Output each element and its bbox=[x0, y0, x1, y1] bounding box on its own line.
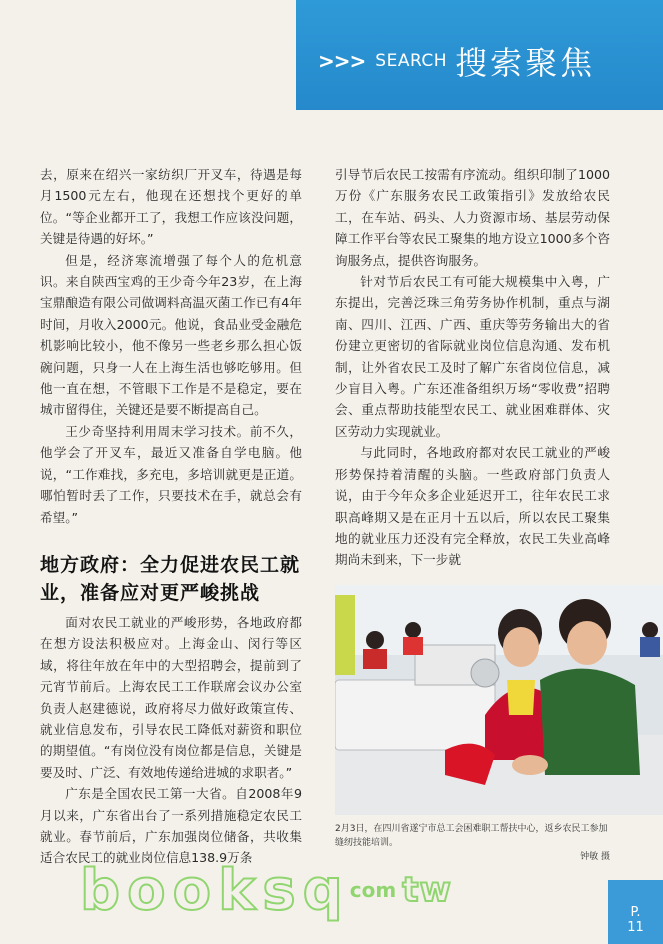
watermark-letter: s bbox=[262, 857, 297, 923]
caption-text: 2月3日，在四川省遂宁市总工会困难职工帮扶中心，返乡农民工参加缝纫技能培训。 bbox=[335, 824, 608, 848]
watermark-tw: tw bbox=[402, 870, 452, 910]
watermark-letter: o bbox=[127, 857, 167, 923]
page-number-tab bbox=[608, 880, 663, 944]
photo-credit: 钟敏 摄 bbox=[580, 852, 610, 862]
watermark-com: com bbox=[349, 878, 397, 902]
watermark-letter: q bbox=[302, 857, 344, 923]
section-header bbox=[318, 38, 595, 84]
watermark-letter: k bbox=[218, 857, 257, 923]
paragraph: 面对农民工就业的严峻形势，各地政府都在想方设法积极应对。上海金山、闵行等区域，将往年放在年中的大型招聘会，提前到了元宵节前后。上海农民工工作联席会议办公室负责人赵建德说，政府将尽力做好政策宣传、就业信息发布，引导农民工降低对薪资和职位的期望值。“有岗位没有岗位都是信息，关键是要及时、广泛、有效地传递给进城的求职者。” bbox=[40, 615, 302, 780]
paragraph: 广东是全国农民工第一大省。自2008年9月以来，广东省出台了一系列措施稳定农民工就业。春节前后，广东加强岗位储备，共收集适合农民工的就业岗位信息138.9万条 bbox=[40, 786, 302, 866]
page-label: P. bbox=[630, 905, 641, 920]
article-left-column-bottom bbox=[40, 612, 302, 869]
sewing-training-photo bbox=[335, 585, 663, 815]
page-number: 11 bbox=[627, 920, 644, 935]
watermark-letter: o bbox=[172, 857, 213, 923]
chevrons-icon: >>> bbox=[318, 49, 366, 73]
article-subheading: 地方政府：全力促进农民工就业，准备应对更严峻挑战 bbox=[40, 554, 301, 604]
paragraph: 但是，经济寒流增强了每个人的危机意识。来自陕西宝鸡的王少奇今年23岁，在上海宝鼎酿造有限公司做调料高温灭菌工作已有4年时间，月收入2000元。他说，食品业受金融危机影响比较小，他不像另一些老乡那么担心饭碗问题，只身一人在上海生活也够吃够用。但他一直在想，不管眼下工作是不是稳定，要在城市留得住，关键还是要不断提高自己。 bbox=[40, 252, 302, 418]
site-watermark bbox=[80, 840, 600, 940]
section-title-en: SEARCH bbox=[375, 51, 448, 71]
paragraph: 与此同时，各地政府都对农民工就业的严峻形势保持着清醒的头脑。一些政府部门负责人说，由于今年众多企业延迟开工，往年农民工求职高峰期又是在正月十五以后，所以农民工聚集地的就业压力还没有完全释放，农民工失业高峰期尚未到来，下一步就 bbox=[335, 445, 610, 568]
section-title-zh: 搜索聚焦 bbox=[455, 44, 596, 82]
section-header-band bbox=[296, 0, 663, 110]
paragraph: 王少奇坚持利用周末学习技术。前不久，他学会了开叉车，最近又准备自学电脑。他说，“工作难找，多充电，多培训就更是正道。哪怕暂时丢了工作，只要技术在手，就总会有希望。” bbox=[40, 423, 302, 525]
photo-illustration bbox=[335, 585, 663, 815]
watermark-letter: b bbox=[80, 857, 122, 923]
paragraph: 引导节后农民工按需有序流动。组织印制了1000万份《广东服务农民工政策指引》发放给农民工，在车站、码头、人力资源市场、基层劳动保障工作平台等农民工聚集的地方设立1000多个咨询服务点，提供咨询服务。 bbox=[335, 167, 610, 268]
paragraph: 去，原来在绍兴一家纺织厂开叉车，待遇是每月1500元左右，他现在还想找个更好的单位。“等企业都开工了，我想工作应该没问题，关键是待遇的好坏。” bbox=[40, 167, 302, 247]
paragraph: 针对节后农民工有可能大规模集中入粤，广东提出，完善泛珠三角劳务协作机制，重点与湖南、四川、江西、广西、重庆等劳务输出大的省份建立更密切的省际就业岗位信息沟通、发布机制，让外省农民工及时了解广东省岗位信息，减少盲目入粤。广东还准备组织万场“零收费”招聘会、重点帮助技能型农民工、就业困难群体、灾区劳动力实现就业。 bbox=[335, 274, 610, 439]
article-right-column bbox=[335, 164, 610, 571]
article-left-column-top bbox=[40, 164, 302, 528]
